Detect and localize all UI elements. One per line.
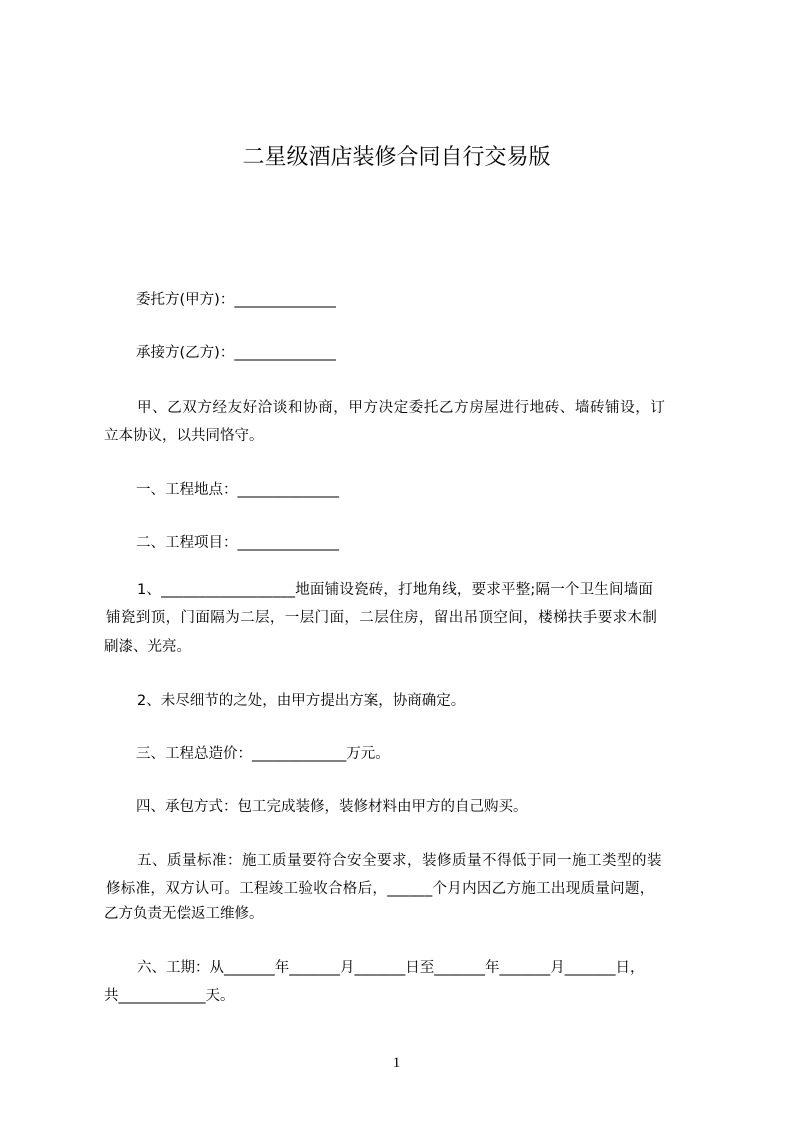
item-1-line: 1、__________________地面铺设瓷砖，打地角线，要求平整;隔一个卫生间墙面 bbox=[137, 582, 654, 598]
item-1-line: 刷漆、光亮。 bbox=[104, 639, 191, 655]
intro-paragraph-line: 立本协议，以共同恪守。 bbox=[104, 428, 264, 444]
page-number: 1 bbox=[392, 1055, 401, 1071]
section-5-line: 五、质量标准：施工质量要符合安全要求，装修质量不得低于同一施工类型的装 bbox=[137, 853, 662, 869]
section-1-location: 一、工程地点：______________ bbox=[136, 482, 339, 498]
item-1-line: 铺瓷到顶，门面隔为二层，一层门面，二层住房，留出吊顶空间，楼梯扶手要求木制 bbox=[106, 610, 658, 626]
section-5-line: 乙方负责无偿返工维修。 bbox=[104, 906, 264, 922]
section-5-line: 修标准，双方认可。工程竣工验收合格后，______个月内因乙方施工出现质量问题， bbox=[106, 881, 655, 897]
intro-paragraph-line: 甲、乙双方经友好洽谈和协商，甲方决定委托乙方房屋进行地砖、墙砖铺设，订 bbox=[137, 400, 666, 416]
party-b-line: 承接方(乙方)：______________ bbox=[136, 345, 336, 361]
document-title: 二星级酒店装修合同自行交易版 bbox=[242, 145, 551, 170]
item-2-line: 2、未尽细节的之处，由甲方提出方案，协商确定。 bbox=[137, 693, 466, 709]
section-2-project: 二、工程项目：______________ bbox=[136, 535, 339, 551]
section-3-cost: 三、工程总造价：_____________万元。 bbox=[136, 746, 390, 762]
section-6-line: 六、工期：从_______年_______月_______日至_______年_______月_______日， bbox=[137, 960, 645, 976]
section-6-line: 共____________天。 bbox=[104, 988, 235, 1004]
party-a-line: 委托方(甲方)：______________ bbox=[136, 292, 336, 308]
section-4-contract-mode: 四、承包方式：包工完成装修，装修材料由甲方的自己购买。 bbox=[136, 799, 528, 815]
